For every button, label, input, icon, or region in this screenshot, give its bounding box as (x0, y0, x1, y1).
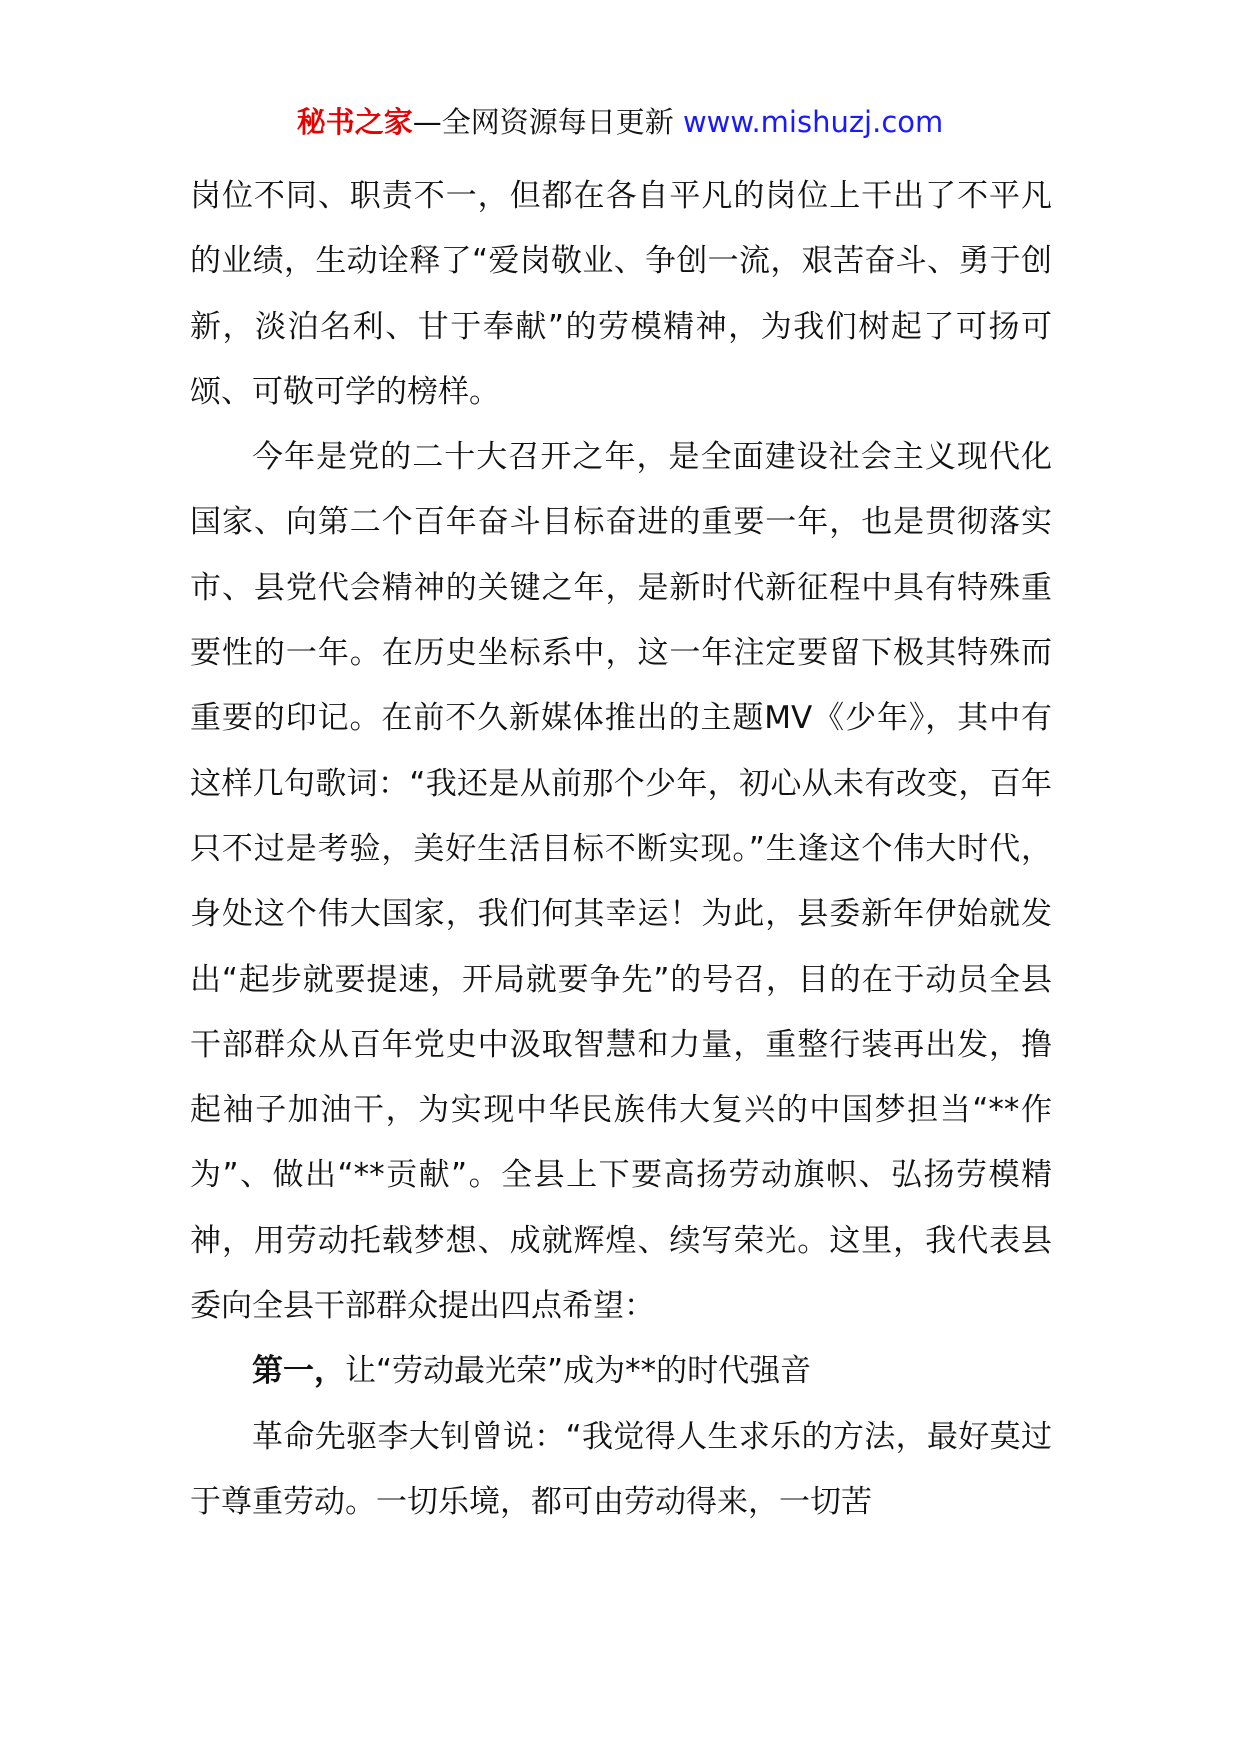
site-url-link[interactable]: www.mishuzj.com (682, 105, 944, 139)
paragraph-continued: 岗位不同、职责不一，但都在各自平凡的岗位上干出了不平凡的业绩，生动诠释了“爱岗敬业、争创一流，艰苦奋斗、勇于创新，淡泊名利、甘于奉献”的劳模精神，为我们树起了可扬可颂、可敬可学的榜样。 (190, 178, 1052, 410)
page-header (0, 100, 1240, 144)
section-title: 让“劳动最光荣”成为**的时代强音 (345, 1353, 812, 1390)
header-slogan: —全网资源每日更新 (412, 105, 683, 139)
document-body (190, 164, 1052, 1535)
brand-name: 秘书之家 (296, 105, 413, 139)
section-heading (190, 1339, 1052, 1404)
paragraph: 革命先驱李大钊曾说：“我觉得人生求乐的方法，最好莫过于尊重劳动。一切乐境，都可由劳动得来，一切苦 (190, 1418, 1052, 1520)
section-number: 第一， (252, 1353, 345, 1390)
paragraph: 今年是党的二十大召开之年，是全面建设社会主义现代化国家、向第二个百年奋斗目标奋进的重要一年，也是贯彻落实市、县党代会精神的关键之年，是新时代新征程中具有特殊重要性的一年。在历史坐标系中，这一年注定要留下极其特殊而重要的印记。在前不久新媒体推出的主题MV《少年》，其中有这样几句歌词：“我还是从前那个少年，初心从未有改变，百年只不过是考验，美好生活目标不断实现。”生逢这个伟大时代，身处这个伟大国家，我们何其幸运！为此，县委新年伊始就发出“起步就要提速，开局就要争先”的号召，目的在于动员全县干部群众从百年党史中汲取智慧和力量，重整行装再出发，撸起袖子加油干，为实现中华民族伟大复兴的中国梦担当“**作为”、做出“**贡献”。全县上下要高扬劳动旗帜、弘扬劳模精神，用劳动托载梦想、成就辉煌、续写荣光。这里，我代表县委向全县干部群众提出四点希望： (190, 439, 1052, 1325)
